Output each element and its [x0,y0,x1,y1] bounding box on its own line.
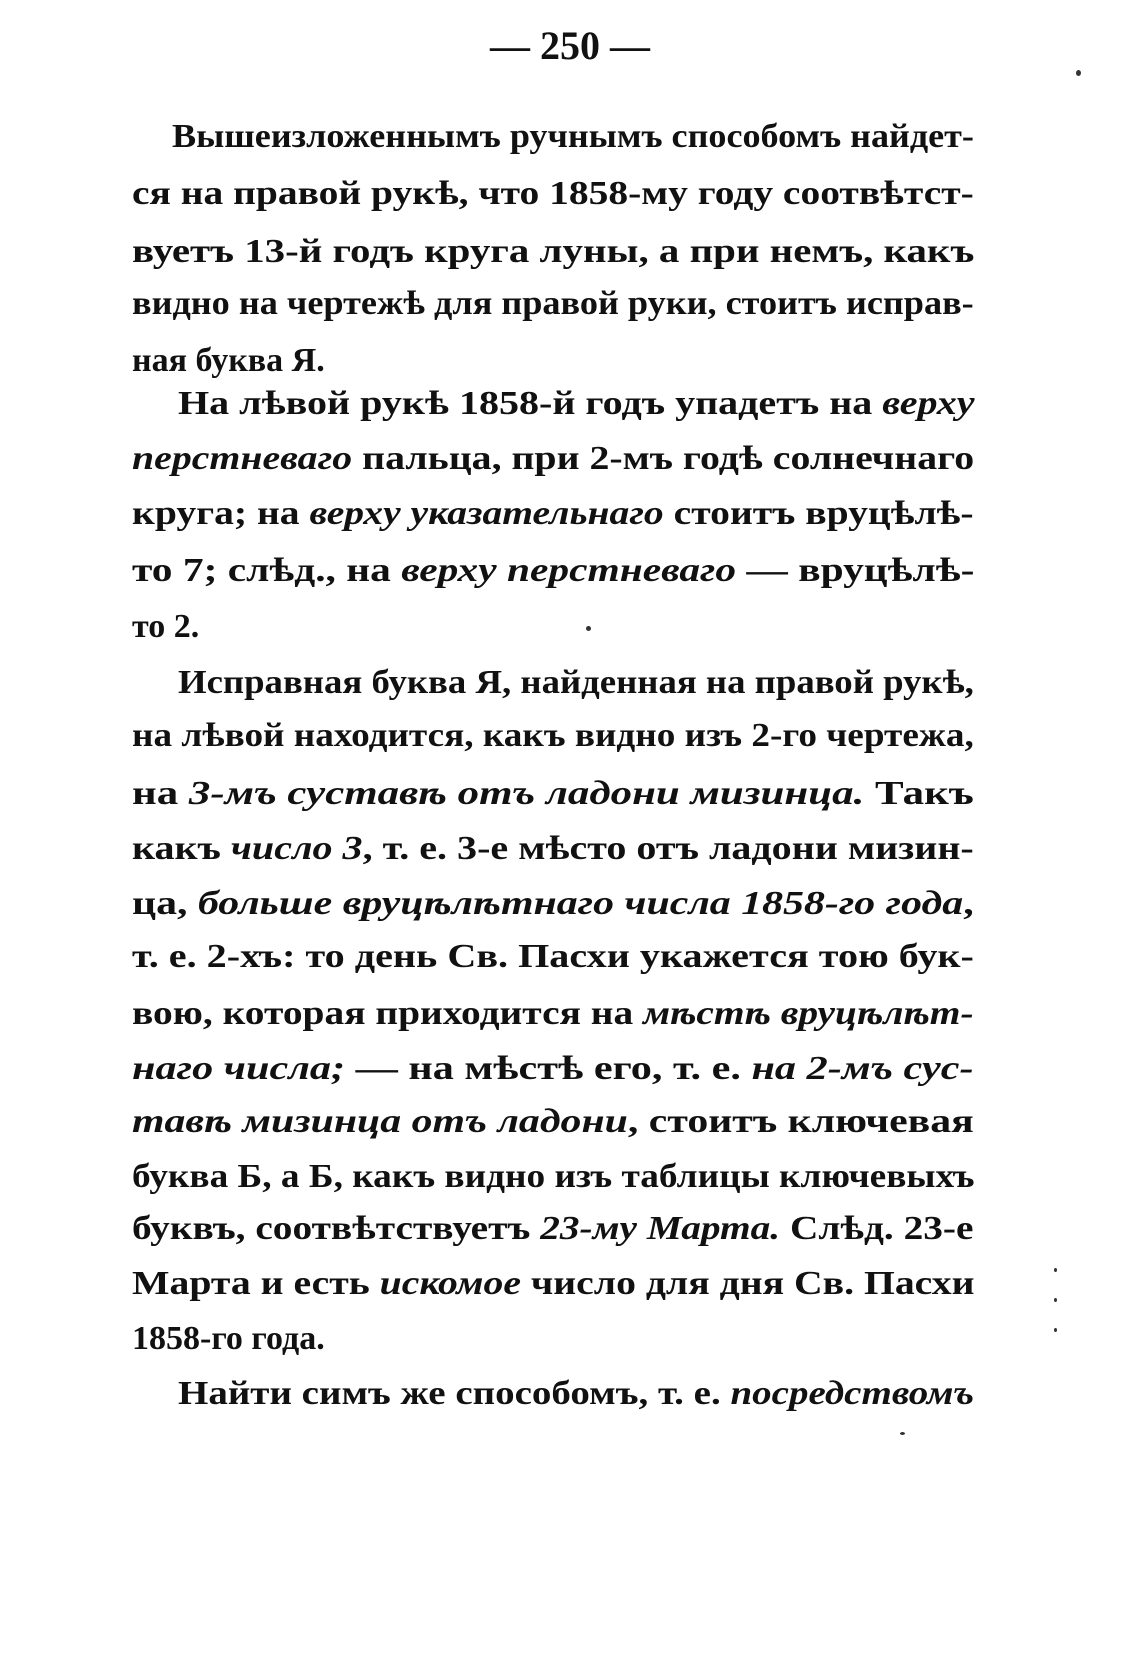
text-line: ная буква Я. [132,342,325,379]
text-line: видно на чертежѣ для правой руки, стоитъ исправ- [132,285,974,322]
page-number: — 250 — [490,23,650,68]
print-speck [586,626,591,631]
print-speck [1054,1298,1057,1302]
text-line: т. е. 2-хъ: то день Св. Пасхи укажется тою бук- [132,938,974,975]
text-line: вою, которая приходится на мѣстѣ вруцѣлѣт- [132,995,974,1032]
text-line: Марта и есть искомое число для дня Св. Пасхи [132,1265,975,1302]
print-speck [900,1432,905,1435]
text-line: ца, больше вруцѣлѣтнаго числа 1858-го года, [132,885,974,922]
text-line: Найти симъ же способомъ, т. е. посредствомъ [178,1375,975,1412]
text-line: буква Б, а Б, какъ видно изъ таблицы ключевыхъ [132,1158,975,1195]
print-speck [1076,70,1081,76]
text-line: на 3-мъ суставѣ отъ ладони мизинца. Такъ [132,775,974,812]
text-line: На лѣвой рукѣ 1858-й годъ упадетъ на верху [178,385,975,422]
text-line: на лѣвой находится, какъ видно изъ 2-го чертежа, [132,717,974,754]
text-line: Вышеизложеннымъ ручнымъ способомъ найдет- [172,118,974,155]
print-speck [1054,1268,1057,1272]
print-speck [1054,1328,1057,1332]
text-line: тавѣ мизинца отъ ладони, стоитъ ключевая [132,1103,974,1140]
text-line: ся на правой рукѣ, что 1858-му году соотвѣтст- [132,175,974,212]
text-line: то 7; слѣд., на верху перстневаго — вруцѣлѣ- [132,552,975,589]
text-line: наго числа; — на мѣстѣ его, т. е. на 2-мъ сус- [132,1050,974,1087]
text-line: вуетъ 13-й годъ круга луны, а при немъ, какъ [132,233,975,270]
text-line: 1858-го года. [132,1320,325,1357]
text-line: какъ число 3, т. е. 3-е мѣсто отъ ладони мизин- [132,830,974,867]
text-line: перстневаго пальца, при 2-мъ годѣ солнечнаго [132,440,975,477]
text-line: то 2. [132,608,200,645]
text-line: круга; на верху указательнаго стоитъ вруцѣлѣ- [132,495,974,532]
text-line: Исправная буква Я, найденная на правой рукѣ, [178,664,974,701]
text-line: буквъ, соотвѣтствуетъ 23-му Марта. Слѣд. 23-е [132,1210,974,1247]
